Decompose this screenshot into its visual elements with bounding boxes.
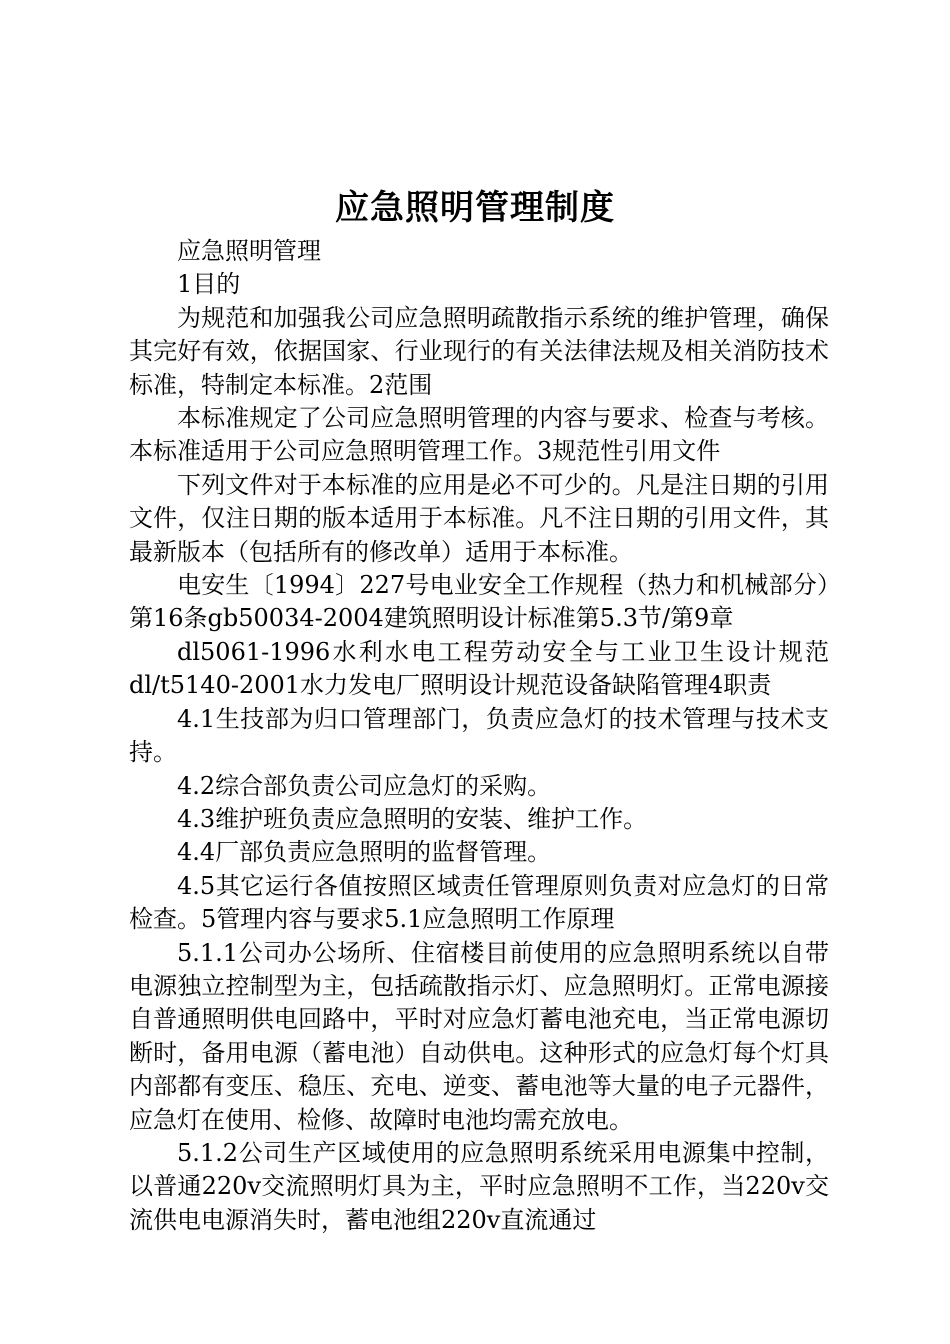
paragraph: 电安生〔1994〕227号电业安全工作规程（热力和机械部分）第16条gb50034-2004建筑照明设计标准第5.3节/第9章: [129, 571, 829, 633]
paragraph: 本标准规定了公司应急照明管理的内容与要求、检查与考核。本标准适用于公司应急照明管理工作。3规范性引用文件: [129, 404, 829, 466]
paragraph: 4.3维护班负责应急照明的安装、维护工作。: [177, 804, 648, 833]
paragraph: 为规范和加强我公司应急照明疏散指示系统的维护管理，确保其完好有效，依据国家、行业现行的有关法律法规及相关消防技术标准，特制定本标准。2范围: [129, 303, 829, 399]
paragraph: 4.2综合部负责公司应急灯的采购。: [177, 771, 552, 800]
paragraph: 下列文件对于本标准的应用是必不可少的。凡是注日期的引用文件，仅注日期的版本适用于本标准。凡不注日期的引用文件，其最新版本（包括所有的修改单）适用于本标准。: [129, 470, 829, 566]
paragraph: 4.4厂部负责应急照明的监督管理。: [177, 838, 552, 867]
paragraph: 4.5其它运行各值按照区域责任管理原则负责对应急灯的日常检查。5管理内容与要求5.1应急照明工作原理: [129, 871, 829, 934]
section-heading: 应急照明管理: [177, 237, 321, 265]
document-title: 应急照明管理制度: [335, 188, 615, 228]
paragraph: 4.1生技部为归口管理部门，负责应急灯的技术管理与技术支持。: [129, 704, 829, 767]
document-body: [129, 235, 829, 1237]
section-heading: 1目的: [177, 270, 241, 299]
paragraph: dl5061-1996水利水电工程劳动安全与工业卫生设计规范dl/t5140-2001水力发电厂照明设计规范设备缺陷管理4职责: [129, 637, 829, 700]
paragraph: 5.1.2公司生产区域使用的应急照明系统采用电源集中控制，以普通220v交流照明灯具为主，平时应急照明不工作，当220v交流供电电源消失时，蓄电池组220v直流通过: [129, 1138, 829, 1234]
paragraph: 5.1.1公司办公场所、住宿楼目前使用的应急照明系统以自带电源独立控制型为主，包括疏散指示灯、应急照明灯。正常电源接自普通照明供电回路中，平时对应急灯蓄电池充电，当正常电源切断时，备用电源（蓄电池）自动供电。这种形式的应急灯每个灯具内部都有变压、稳压、充电、逆变、蓄电池等大量的电子元器件，应急灯在使用、检修、故障时电池均需充放电。: [129, 938, 829, 1134]
